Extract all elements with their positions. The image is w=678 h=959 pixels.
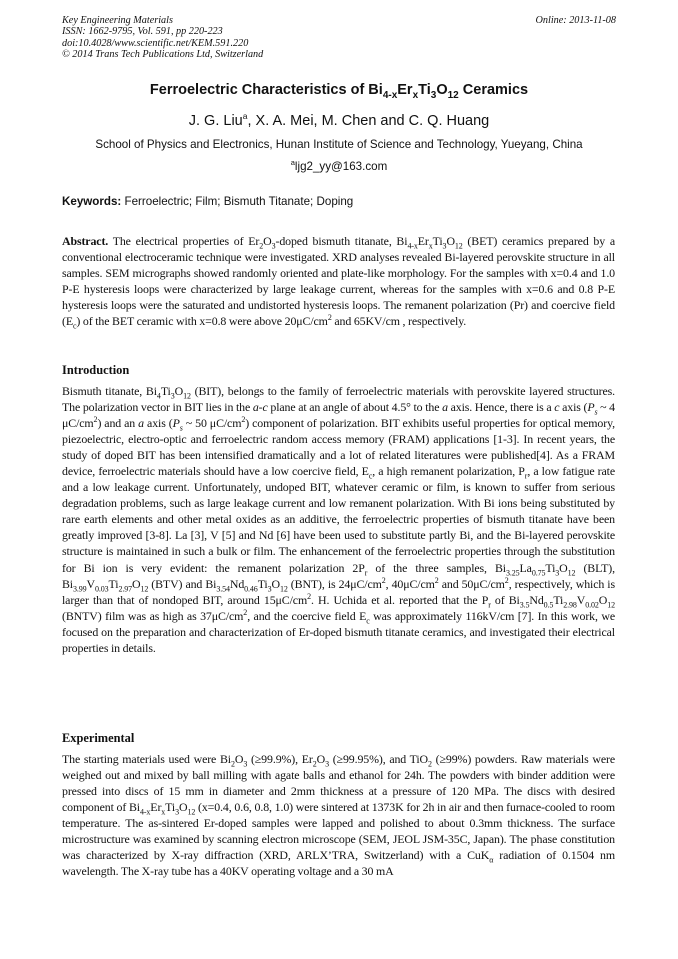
introduction-body: Bismuth titanate, $Bi_4Ti_3O_{12}$ (BIT), belongs to the family of ferroelectric materials with perovskite layered structures. The polarization vector in BIT lies in the a-c plane at an angle of about 4.5° to the a axis. Hence, there is a c axis ($P_s$ ~ 4 $\mu C/cm^2$) and an a axis ($P_s$ ~ 50 $\mu C/cm^2$) component of polarization. BIT exhibits useful properties for optical memory, piezoelectric, electro-optic and ferroelectric random access memory (FRAM) applications [1-3]. In recent years, the study of doped BIT has been intensified dramatically and a lot of related literatures were published[4]. As a FRAM device, ferroelectric materials should have a low coercive field, $E_c$, a high remanent polarization, $P_r$, a low fatigue rate and a low leakage current. Unfortunately, undoped BIT, whatever ceramic or film, is known to suffer from serious degradation problems, such as large leakage current and low remanent polarization. With Bi ions being substituted by rare earth elements and other metal oxides as an additive, the ferroelectric properties of bismuth titanate have been greatly improved [3-8]. La [3], V [5] and Nd [6] have been used to substitute partly Bi, and the Bi-layered perovskite structure is maintained in such a bulk or film. The enhancement of the ferroelectric properties through the substitution for Bi ion is very evident: the remanent polarization $2P_r$ of the three samples, $Bi_{3.25}La_{0.75}Ti_3O_{12}$ (BLT), $Bi_{3.99}V_{0.03}Ti_{2.97}O_{12}$ (BTV) and $Bi_{3.54}Nd_{0.46}Ti_3O_{12}$ (BNT), is $24\mu C/cm^2$, $40\mu C/cm^2$ and $50\mu C/cm^2$, respectively, which is larger than that of nondoped BIT, around $15\mu C/cm^2$. H. Uchida et al. reported that the $P_r$ of $Bi_{3.5}Nd_{0.5}Ti_{2.98}V_{0.02}O_{12}$ (BNTV) film was as high as $37\mu C/cm^2$, and the coercive field $E_c$ was approximately 116kV/cm [7]. In this work, we focused on the preparation and characterization of Er-doped bismuth titanate ceramics, and investigated their electrical properties in details. (62, 384, 616, 655)
abstract: Abstract. The electrical properties of $Er_2O_3$-doped bismuth titanate, $Bi_{4-x}Er_xTi_3O_{12}$ (BET) ceramics prepared by a conventional electroceramic technique were investigated. XRD analyses revealed Bi-layered perovskite structure in all samples. SEM micrographs showed randomly oriented and plate-like morphology. For the samples with x=0.4 and 1.0 P-E hysteresis loops were characterized by large leakage current, whereas for the samples with x=0.6 and 0.8 P-E hysteresis loops were the saturated and undistorted hysteresis loops. The remanent polarization (Pr) and coercive field $(E_c)$ of the BET ceramic with x=0.8 were above $20\mu C/cm^2$ and 65KV/cm , respectively. (62, 234, 615, 331)
author-email: $^a$ljg2_yy@163.com (290, 158, 388, 173)
journal-copyright: © 2014 Trans Tech Publications Ltd, Switzerland (62, 49, 264, 61)
section-heading-experimental: Experimental (62, 731, 135, 745)
experimental-body: The starting materials used were $Bi_2O_3$ (≥99.9%), $Er_2O_3$ (≥99.95%), and TiO$_2$ (≥99%) powders. Raw materials were weighed out and mixed by ball milling with agate balls and ethanol for 24h. The powders with binder addition were pressed into discs of 15 mm in diameter and 2mm thickness at a pressure of 120 MPa. The discs with desired component of $Bi_{4-x}Er_xTi_3O_{12}$ (x=0.4, 0.6, 0.8, 1.0) were sintered at 1373K for 2h in air and then furnace-cooled to room temperature. The as-sintered Er-doped samples were lapped and polished to about 0.3mm thickness. The surface microstructure was examined by scanning electron microscope (SEM, JEOL JSM-35C, Japan). The phase constitution was characterized by X-ray diffraction (XRD, ARLX’TRA, Switzerland) with a CuK$_\alpha$ radiation of 0.1504 nm wavelength. The X-ray tube has a 40KV operating voltage and a 30 mA (62, 752, 615, 879)
authors: J. G. Liu$^a$, X. A. Mei, M. Chen and C. Q. Huang (188, 111, 490, 129)
abstract-label: Abstract. (62, 234, 109, 248)
section-heading-introduction: Introduction (62, 363, 130, 377)
journal-header (62, 15, 263, 61)
paper-title: Ferroelectric Characteristics of $Bi_{4-x}Er_xTi_3O_{12}$ Ceramics (149, 82, 529, 101)
keywords-label: Keywords: (62, 195, 122, 208)
keywords: Keywords: Ferroelectric; Film; Bismuth Titanate; Doping (62, 195, 354, 208)
online-date: Online: 2013-11-08 (535, 15, 616, 26)
affiliation: School of Physics and Electronics, Hunan Institute of Science and Technology, Yueyang, China (95, 138, 583, 151)
journal-issn: ISSN: 1662-9795, Vol. 591, pp 220-223 (62, 26, 223, 38)
journal-name: Key Engineering Materials (62, 15, 173, 26)
journal-doi: doi:10.4028/www.scientific.net/KEM.591.220 (62, 37, 249, 49)
